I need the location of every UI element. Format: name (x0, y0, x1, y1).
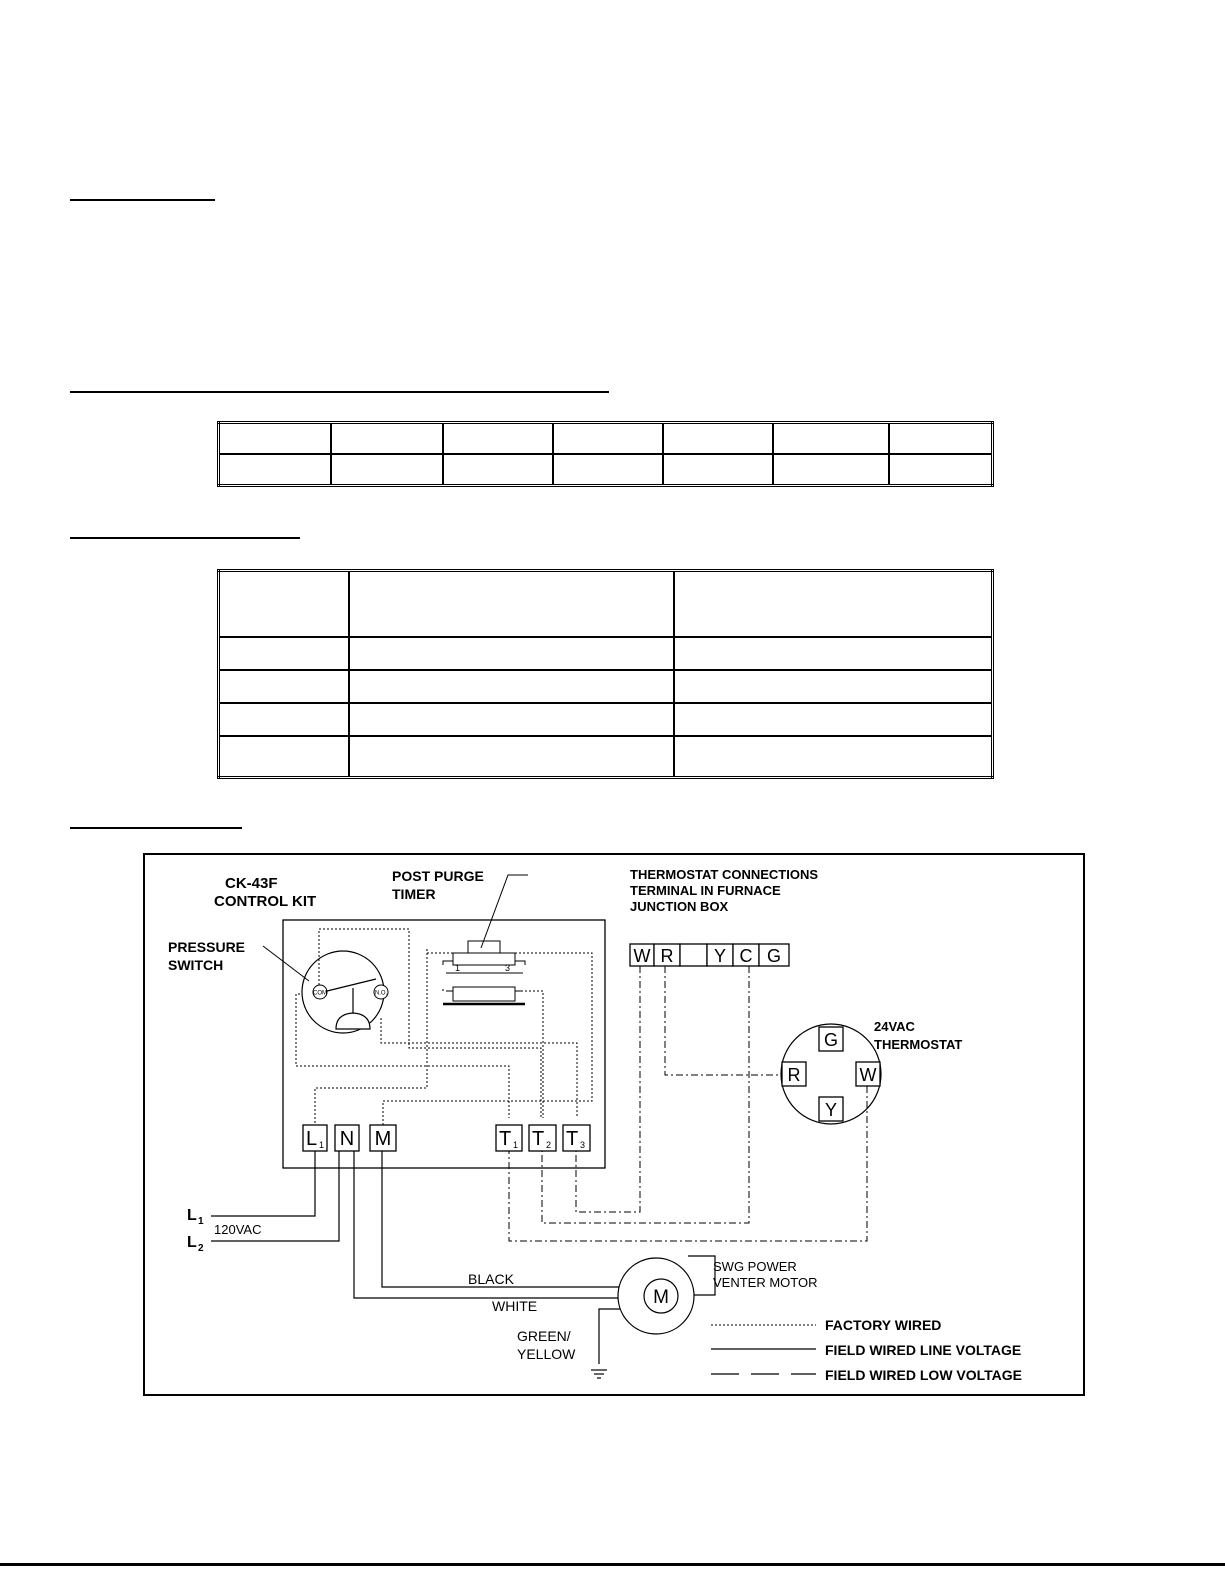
legend (711, 1317, 1022, 1383)
page-bottom-rule (0, 1563, 1225, 1566)
table-row (219, 571, 993, 637)
motor-symbol: M (653, 1287, 669, 1308)
empty-table-1 (217, 421, 994, 487)
ground-icon (591, 1370, 607, 1378)
no-label: N.O. (374, 990, 388, 997)
motor-label-1: SWG POWER (713, 1259, 797, 1274)
section-rule-3 (70, 537, 300, 539)
terminal-t1-main: T (499, 1128, 512, 1150)
post-purge-timer (443, 941, 525, 1004)
ground-label-1: GREEN/ (517, 1328, 571, 1344)
kit-terminals (303, 1125, 590, 1151)
legend-field-low-voltage: FIELD WIRED LOW VOLTAGE (825, 1367, 1023, 1383)
section-rule-1 (70, 199, 215, 201)
control-kit-box (283, 920, 605, 1168)
junction-label-c: C (739, 946, 753, 966)
terminal-t2-sub: 2 (546, 1140, 552, 1150)
thermostat-label-w: W (859, 1065, 877, 1085)
table-row (219, 703, 993, 736)
thermostat-conn-label-3: JUNCTION BOX (630, 899, 729, 914)
kit-label-1: CK-43F (225, 875, 278, 892)
section-rule-2 (70, 391, 609, 393)
table-row (219, 423, 993, 455)
timer-leader-line (481, 875, 528, 948)
line-voltage-wiring (211, 1151, 715, 1364)
terminal-n-label: N (339, 1128, 355, 1150)
supply-l2-main: L (187, 1234, 197, 1251)
junction-label-g: G (766, 946, 782, 966)
empty-table-2 (217, 569, 994, 779)
ground-label-2: YELLOW (517, 1346, 576, 1362)
table-row (219, 454, 993, 486)
thermostat-label-g: G (823, 1030, 839, 1050)
supply-l1-sub: 1 (198, 1216, 204, 1227)
timer-pin-3: 3 (505, 963, 511, 973)
junction-terminal-blank (680, 944, 707, 966)
pressure-switch (302, 951, 388, 1033)
table-row (219, 637, 993, 670)
thermostat-conn-label-1: THERMOSTAT CONNECTIONS (630, 867, 819, 882)
com-label: COM (313, 990, 327, 997)
supply-l1-main: L (187, 1207, 197, 1224)
terminal-l1-sub: 1 (319, 1140, 325, 1150)
supply-l2-sub: 2 (198, 1243, 204, 1254)
section-rule-4 (70, 827, 242, 829)
terminal-m-label: M (374, 1128, 392, 1150)
kit-label-2: CONTROL KIT (214, 893, 317, 910)
terminal-t2-main: T (532, 1128, 545, 1150)
thermostat-label-y: Y (824, 1100, 838, 1120)
terminal-t3-sub: 3 (580, 1140, 586, 1150)
thermostat-conn-label-2: TERMINAL IN FURNACE (630, 883, 781, 898)
wire-black-label: BLACK (468, 1271, 514, 1287)
pressure-leader-line (263, 946, 309, 981)
diagram-frame (144, 854, 1084, 1395)
thermostat-label-2: THERMOSTAT (874, 1037, 963, 1052)
wiring-diagram (143, 853, 1086, 1398)
motor-label-2: VENTER MOTOR (713, 1275, 818, 1290)
timer-label-1: POST PURGE (392, 868, 484, 884)
venter-motor (618, 1258, 694, 1334)
thermostat-label-1: 24VAC (874, 1019, 915, 1034)
table-row (219, 736, 993, 777)
wire-white-label: WHITE (492, 1298, 538, 1314)
supply-voltage: 120VAC (214, 1222, 262, 1237)
terminal-t1-sub: 1 (513, 1140, 519, 1150)
legend-factory-wired: FACTORY WIRED (825, 1317, 942, 1333)
timer-label-2: TIMER (392, 886, 436, 902)
terminal-t3-main: T (566, 1128, 579, 1150)
thermostat-label-r: R (787, 1065, 801, 1085)
thermostat (781, 1024, 881, 1124)
legend-field-line-voltage: FIELD WIRED LINE VOLTAGE (825, 1342, 1022, 1358)
junction-label-r: R (660, 946, 674, 966)
timer-pin-1: 1 (455, 963, 461, 973)
junction-label-w: W (633, 946, 651, 966)
pressure-label-1: PRESSURE (168, 939, 246, 955)
low-voltage-wiring (509, 966, 867, 1241)
junction-label-y: Y (713, 946, 727, 966)
junction-box-terminals (630, 944, 789, 966)
table-row (219, 670, 993, 703)
terminal-l1-main: L (306, 1128, 318, 1150)
pressure-label-2: SWITCH (168, 957, 224, 973)
